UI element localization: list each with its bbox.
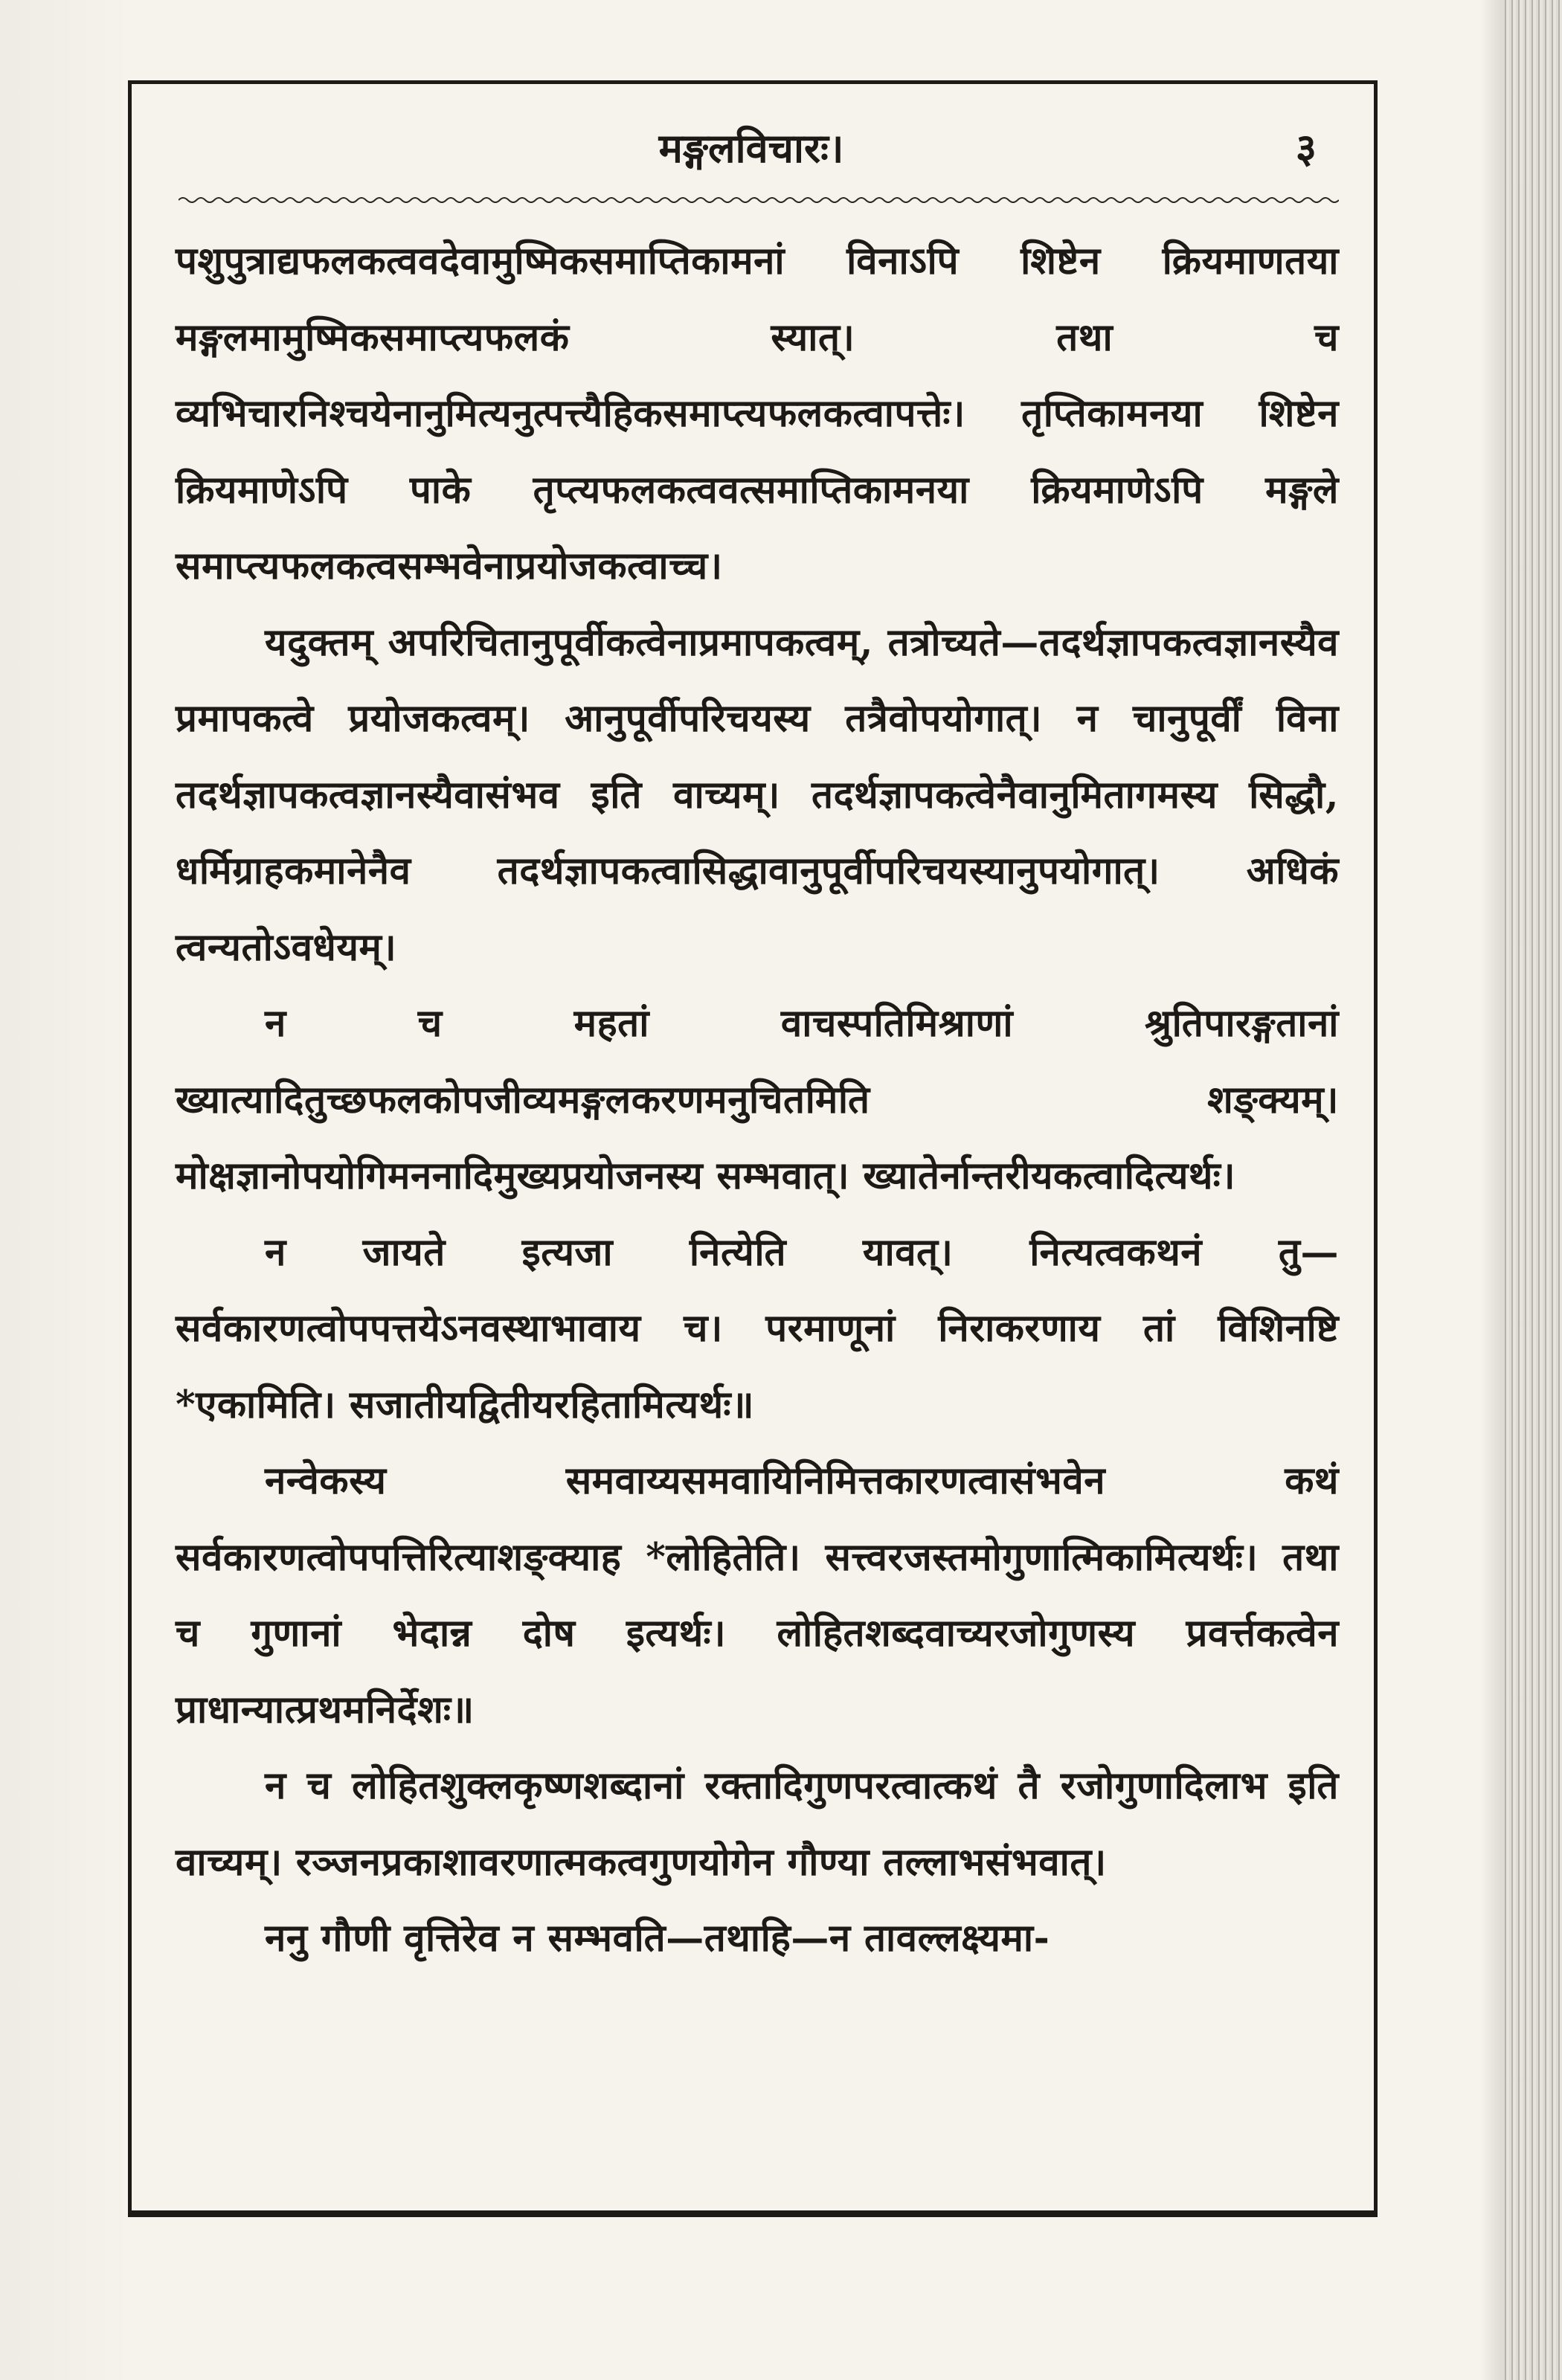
paragraph: ननु गौणी वृत्तिरेव न सम्भवति—तथाहि—न तावल्लक्ष्यमा-: [265, 1916, 1050, 1961]
body-text: [176, 223, 1339, 1977]
paragraph: न जायते इत्यजा नित्येति यावत्। नित्यत्वकथनं तु—सर्वकारणत्वोपपत्तयेऽनवस्थाभावाय च। परमाणूनां निराकरणाय तां विशिनष्टि *एकामिति। सजातीयद्वितीयरहितामित्यर्थः॥: [176, 1229, 1339, 1427]
top-rule: [128, 80, 1378, 84]
wavy-divider: [179, 195, 1339, 205]
paragraph: पशुपुत्राद्यफलकत्ववदेवामुष्मिकसमाप्तिकामनां विनाऽपि शिष्टेन क्रियमाणतया मङ्गलमामुष्मिकसमाप्त्यफलकं स्यात्। तथा च व्यभिचारनिश्चयेनानुमित्यनुत्पत्त्यैहिकसमाप्त्यफलकत्वापत्तेः। तृप्तिकामनया शिष्टेन क्रियमाणेऽपि पाके तृप्त्यफलकत्ववत्समाप्तिकामनया क्रियमाणेऽपि मङ्गले समाप्त्यफलकत्वसम्भवेनाप्रयोजकत्वाच्च।: [176, 239, 1339, 588]
page-shadow-left: [0, 0, 134, 2380]
page-number: ३: [1295, 124, 1317, 172]
paragraph: न च महतां वाचस्पतिमिश्राणां श्रुतिपारङ्गतानां ख्यात्यादितुच्छफलकोपजीव्यमङ्गलकरणमनुचितमिति शङ्क्यम्। मोक्षज्ञानोपयोगिमननादिमुख्यप्रयोजनस्य सम्भवात्। ख्यातेर्नान्तरीयकत्वादित्यर्थः।: [176, 1001, 1339, 1198]
bottom-rule: [128, 2210, 1378, 2217]
paragraph: नन्वेकस्य समवाय्यसमवायिनिमित्तकारणत्वासंभवेन कथं सर्वकारणत्वोपपत्तिरित्याशङ्क्याह *लोहितेति। सत्त्वरजस्तमोगुणात्मिकामित्यर्थः। तथा च गुणानां भेदान्न दोष इत्यर्थः। लोहितशब्दवाच्यरजोगुणस्य प्रवर्त्तकत्वेन प्राधान्यात्प्रथमनिर्देशः॥: [176, 1458, 1339, 1732]
running-head: मङ्गलविचारः।: [658, 124, 844, 172]
paragraph: न च लोहितशुक्लकृष्णशब्दानां रक्तादिगुणपरत्वात्कथं तै रजोगुणादिलाभ इति वाच्यम्। रञ्जनप्रकाशावरणात्मकत्वगुणयोगेन गौण्या तल्लाभसंभवात्।: [176, 1763, 1339, 1885]
page-header: [171, 112, 1331, 178]
book-binding-edge: [1502, 0, 1562, 2380]
paragraph: यदुक्तम् अपरिचितानुपूर्वीकत्वेनाप्रमापकत्वम्, तत्रोच्यते—तदर्थज्ञापकत्वज्ञानस्यैव प्रमापकत्वे प्रयोजकत्वम्। आनुपूर्वीपरिचयस्य तत्रैवोपयोगात्। न चानुपूर्वीं विना तदर्थज्ञापकत्वज्ञानस्यैवासंभव इति वाच्यम्। तदर्थज्ञापकत्वेनैवानुमितागमस्य सिद्धौ, धर्मिग्राहकमानेनैव तदर्थज्ञापकत्वासिद्धावानुपूर्वीपरिचयस्यानुपयोगात्। अधिकं त्वन्यतोऽवधेयम्।: [176, 620, 1339, 970]
binding-shadow: [1480, 0, 1502, 2380]
